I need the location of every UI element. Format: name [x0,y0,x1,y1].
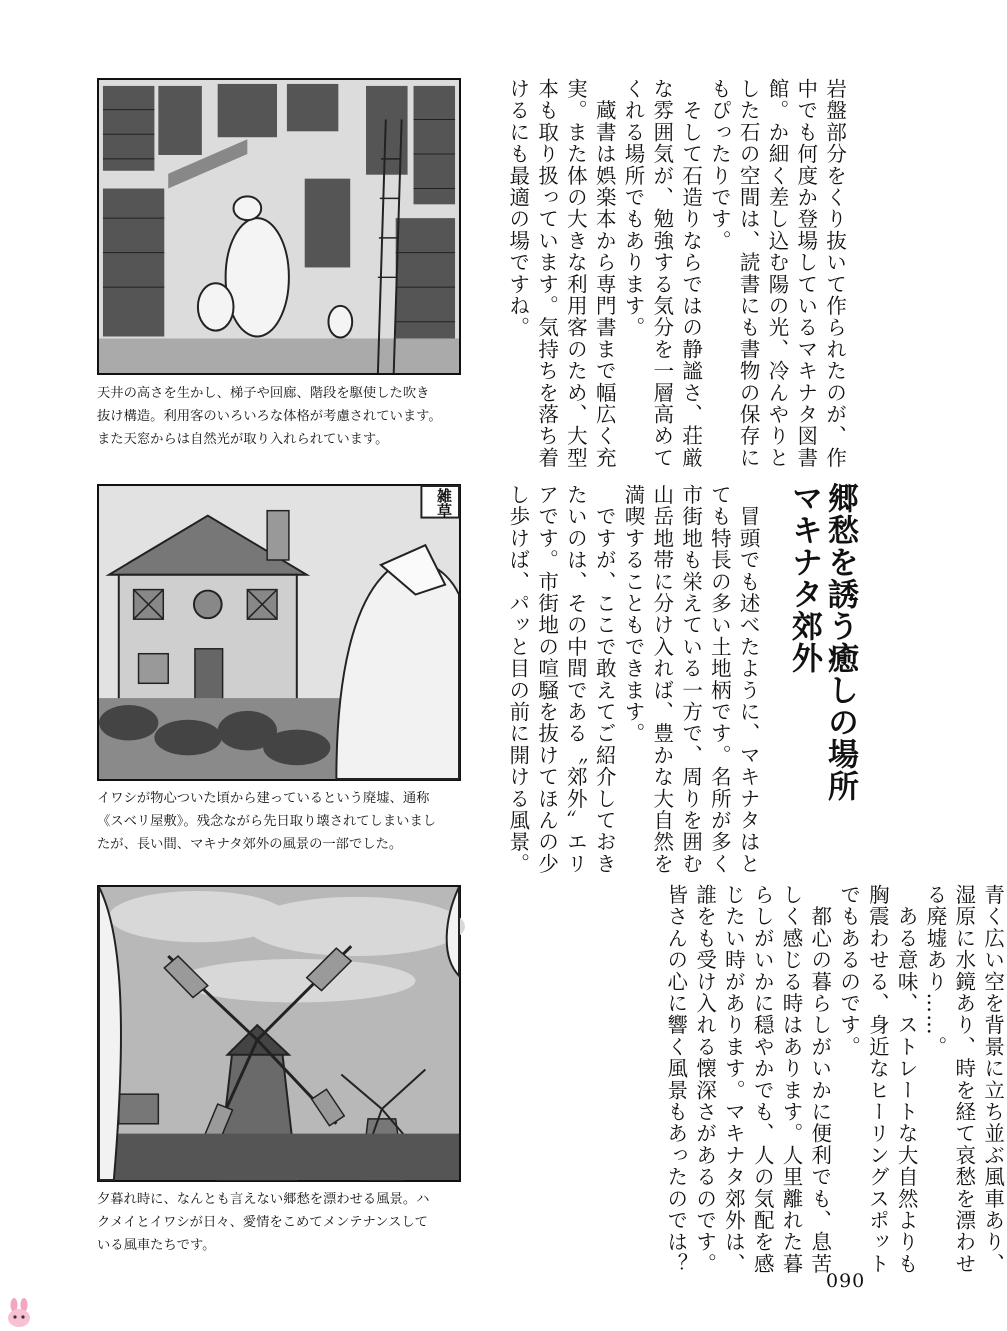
library-illustration [97,78,461,375]
text-line: 中でも何度か登場しているマキナタ図書 [793,78,818,469]
suburbs-intro-text [503,484,762,875]
ruined-house-caption [97,787,469,856]
page-number: 090 [826,1270,866,1292]
library-article-text [503,78,849,468]
text-line: 都心の暮らしがいかに便利でも、息苦 [807,884,832,1275]
text-line: 本も取り扱っています。気持ちを落ち着 [534,78,559,469]
heading-line: マキナタ郊外 [786,482,822,674]
text-line: 山岳地帯に分け入れば、豊かな大自然を [649,484,674,875]
caption-line: いる風車たちです。 [97,1238,216,1253]
caption-line: 夕暮れ時に、なんとも言えない郷愁を漂わせる風景。ハ [97,1192,430,1207]
text-line: 誰をも受け入れる懐深さがあるのです。 [692,884,717,1275]
text-line: 胸震わせる、身近なヒーリングスポット [865,884,890,1275]
text-line: たいのは、その中間である〝郊外〟エリ [563,484,588,875]
text-line: じたい時があります。マキナタ郊外は、 [721,884,746,1275]
text-line: 蔵書は娯楽本から専門書まで幅広く充 [592,78,617,469]
house-artwork [99,486,459,779]
text-line: 市街地も栄えている一方で、周りを囲む [678,484,703,875]
text-line: し歩けば、パッと目の前に開ける風景。 [505,484,530,875]
text-line: した石の空間は、読書にも書物の保存に [736,78,761,469]
caption-line: 天井の高さを生かし、梯子や回廊、階段を駆使した吹き [97,386,430,401]
text-line: 岩盤部分をくり抜いて作られたのが、作 [822,78,847,469]
text-line: でもあるのです。 [836,884,861,1058]
windmill-illustration [97,885,461,1182]
library-artwork [99,80,459,373]
section-heading [786,482,858,842]
text-line: らしがいかに穏やかでも、人の気配を感 [750,884,775,1275]
text-line: 青く広い空を背景に立ち並ぶ風車あり、 [980,884,1005,1275]
caption-line: 《スベリ屋敷》。残念ながら先日取り壊されてしまいまし [97,814,437,829]
text-line: 皆さんの心に響く風景もあったのでは？ [663,884,688,1275]
text-line: ある意味、ストレートな大自然よりも [894,884,919,1275]
caption-line: クメイとイワシが日々、愛情をこめてメンテナンスして [97,1215,428,1230]
text-line: 湿原に水鏡あり、時を経て哀愁を漂わせ [951,884,976,1275]
text-line: 満喫することもできます。 [620,484,645,745]
caption-line: 抜け構造。利用客のいろいろな体格が考慮されています。 [97,409,442,424]
windmill-caption [97,1188,469,1257]
caption-line: イワシが物心ついた頃から建っているという廃墟、通称 [97,791,430,806]
text-line: な雰囲気が、勉強する気分を一層高めて [649,78,674,469]
bunny-badge-icon [4,1298,34,1328]
sign-label: 雑草 [435,488,453,518]
text-line: ですが、ここで敢えてご紹介しておき [592,484,617,875]
text-line: 冒頭でも述べたように、マキナタはと [736,484,761,875]
suburbs-closing-text [661,884,1007,1275]
heading-line: 郷愁を誘う癒しの場所 [822,482,858,802]
text-line: ても特長の多い土地柄です。名所が多く [707,484,732,875]
caption-line: たが、長い間、マキナタ郊外の風景の一部でした。 [97,837,403,852]
text-line: アです。市街地の喧騒を抜けてほんの少 [534,484,559,875]
library-caption [97,382,469,451]
text-line: る廃墟あり……。 [922,884,947,1058]
text-line: 実。また体の大きな利用客のため、大型 [563,78,588,469]
windmill-artwork [99,887,459,1180]
text-line: もぴったりです。 [707,78,732,252]
text-line: しく感じる時はあります。人里離れた暮 [778,884,803,1275]
text-line: けるにも最適の場ですね。 [505,78,530,339]
text-line: くれる場所でもあります。 [620,78,645,339]
caption-line: また天窓からは自然光が取り入れられています。 [97,432,389,447]
ruined-house-illustration [97,484,461,781]
text-line: 館。か細く差し込む陽の光、冷んやりと [764,78,789,469]
text-line: そして石造りならではの静謐さ、荘厳 [678,78,703,469]
